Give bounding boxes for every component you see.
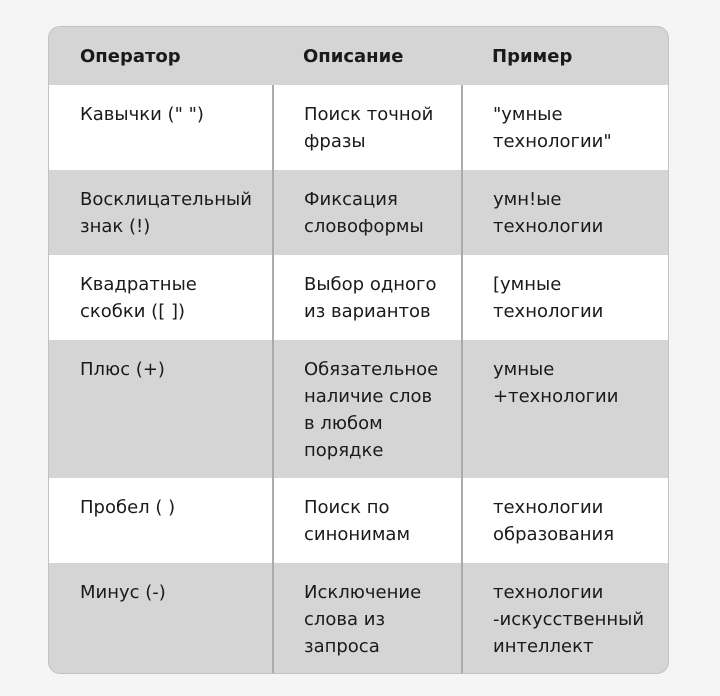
cell-description (273, 563, 462, 674)
cell-operator (49, 85, 273, 170)
cell-description (273, 255, 462, 340)
header-example: Пример (492, 46, 573, 67)
cell-example (462, 170, 668, 255)
cell-description (273, 478, 462, 563)
cell-operator (49, 563, 273, 674)
cell-description (273, 170, 462, 255)
cell-text: Поиск по синонимам (304, 497, 411, 545)
cell-text: Исключение слова из запроса (304, 582, 422, 657)
cell-text: Минус (-) (80, 582, 166, 603)
cell-text: Квадратные скобки ([ ]) (80, 274, 197, 322)
cell-text: Фиксация словоформы (304, 189, 424, 237)
table-row (49, 478, 668, 563)
cell-text: Восклицательный знак (!) (80, 189, 252, 237)
cell-text: умн!ые технологии (493, 189, 604, 237)
cell-text: Плюс (+) (80, 359, 165, 380)
cell-text: технологии -искусственный интеллект (493, 582, 645, 657)
operators-table-container (48, 26, 669, 674)
cell-text: Пробел ( ) (80, 497, 176, 518)
cell-text: Кавычки (" ") (80, 104, 204, 125)
cell-example (462, 85, 668, 170)
table-row (49, 340, 668, 478)
cell-description (273, 340, 462, 478)
cell-operator (49, 340, 273, 478)
search-operators-table (49, 27, 668, 674)
cell-text: Выбор одного из вариантов (304, 274, 437, 322)
cell-text: [умные технологии (493, 274, 604, 322)
cell-text: умные +технологии (493, 359, 619, 407)
table-row (49, 170, 668, 255)
header-description: Описание (303, 46, 404, 67)
cell-text: "умные технологии" (493, 104, 612, 152)
cell-example (462, 340, 668, 478)
cell-operator (49, 478, 273, 563)
cell-operator (49, 170, 273, 255)
header-operator: Оператор (80, 46, 181, 67)
table-row (49, 255, 668, 340)
cell-text: Обязательное наличие слов в любом порядке (304, 359, 439, 461)
cell-example (462, 478, 668, 563)
table-row (49, 85, 668, 170)
cell-text: технологии образования (493, 497, 615, 545)
cell-text: Поиск точной фразы (304, 104, 434, 152)
cell-description (273, 85, 462, 170)
cell-example (462, 255, 668, 340)
table-header-row (49, 27, 668, 85)
table-row (49, 563, 668, 674)
cell-operator (49, 255, 273, 340)
cell-example (462, 563, 668, 674)
